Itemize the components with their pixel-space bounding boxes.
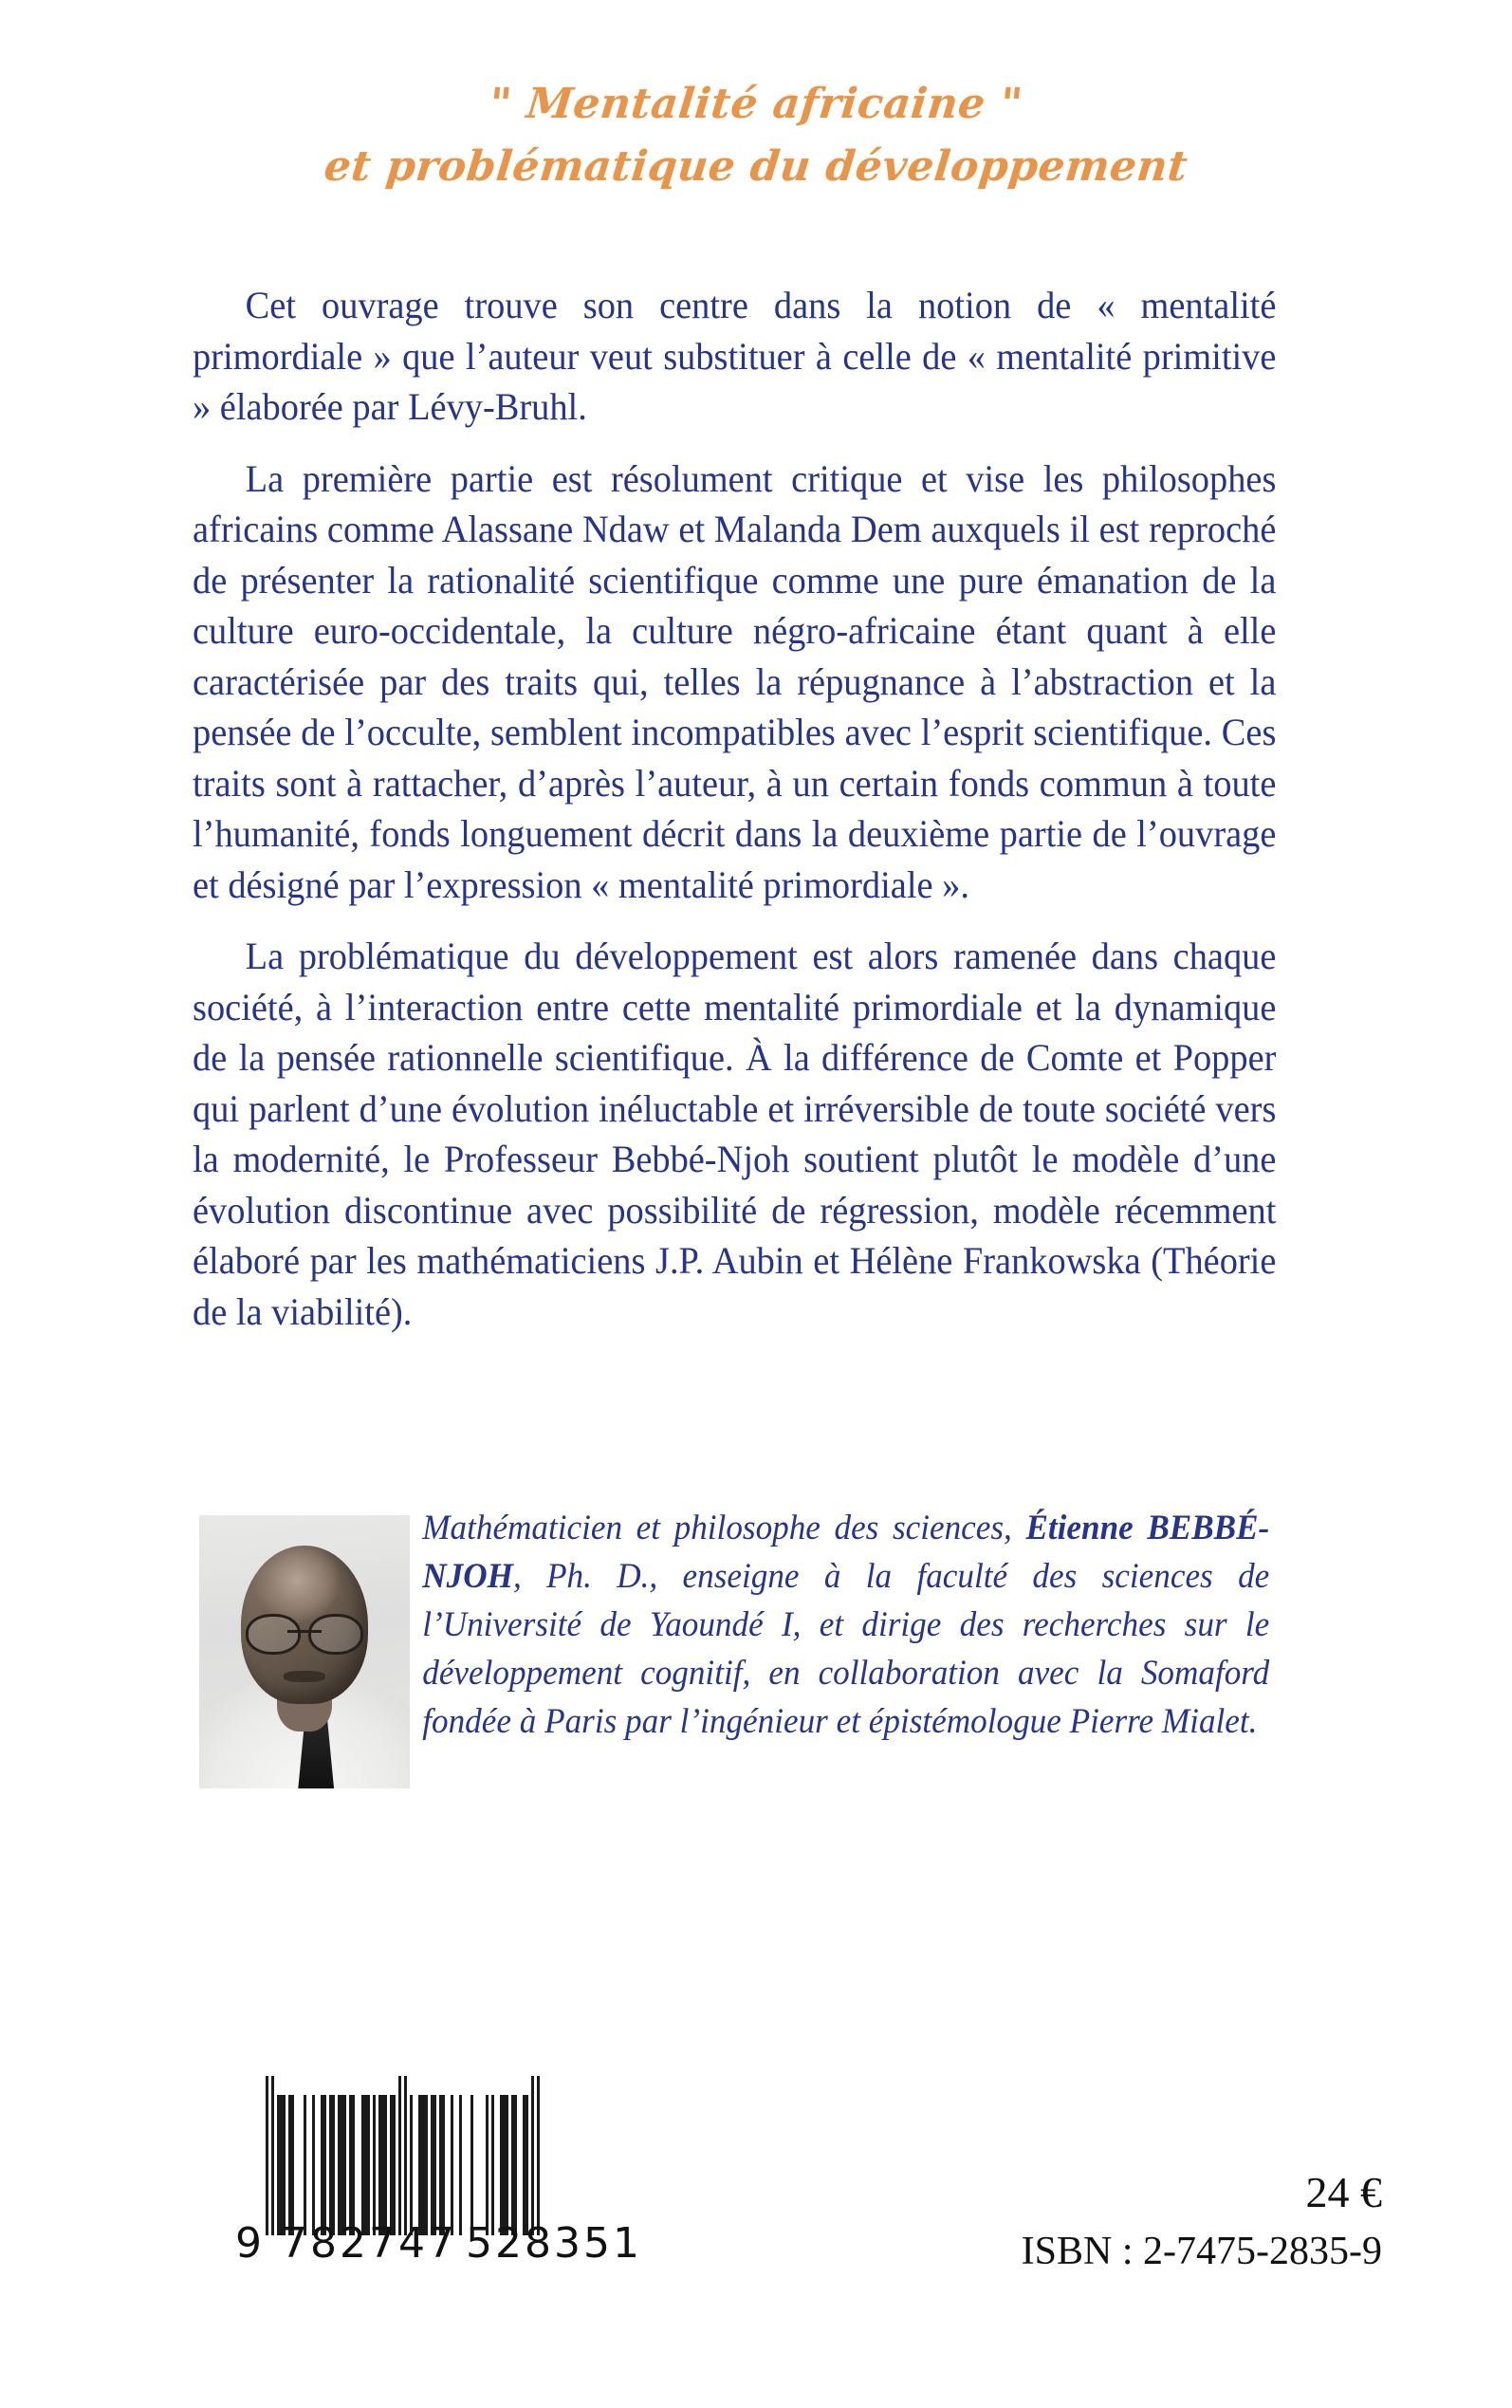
barcode-bar [378, 2095, 387, 2235]
blurb-text-block [193, 280, 1321, 1358]
blurb-paragraph: La problématique du développement est alors ramenée dans chaque société, à l’interaction entre cette mentalité primordiale et la dynamique de la pensée rationnelle scientifique. À la différence de Comte et Popper qui parlent d’une évolution inéluctable et irréversible de toute société vers la modernité, le Professeur Bebbé-Njoh soutient plutôt le modèle d’une évolution discontinue avec possibilité de régression, modèle récemment élaboré par les mathématiciens J.P. Aubin et Hélène Frankowska (Théorie de la viabilité). [193, 935, 1277, 1333]
book-title [0, 74, 1512, 199]
price-isbn-block [1022, 2165, 1382, 2279]
bio-text-intro: Mathématicien et philosophe des sciences, [422, 1509, 1026, 1547]
barcode-digits [235, 2219, 642, 2268]
author-name: Étienne BEBBÉ-NJOH [422, 1509, 1270, 1596]
barcode-bar [500, 2095, 508, 2235]
author-bio-text [193, 1504, 1269, 1746]
title-line-1: " Mentalité africaine " [487, 80, 1025, 128]
barcode-digits-right: 528351 [466, 2219, 642, 2268]
barcode-bar [361, 2095, 370, 2235]
title-line-2: et problématique du développement [322, 142, 1190, 191]
barcode-bar [473, 2095, 485, 2235]
barcode-bar [462, 2095, 470, 2235]
price-label: 24 € [1305, 2168, 1382, 2216]
ean13-barcode [235, 2095, 642, 2268]
barcode-digits-left: 782747 [281, 2219, 457, 2268]
barcode-bar [418, 2095, 427, 2235]
isbn-label: ISBN : 2-7475-2835-9 [1021, 2230, 1382, 2273]
barcode-digit-leading: 9 [235, 2219, 265, 2268]
barcode-bar [277, 2095, 286, 2235]
author-bio-block [193, 1504, 1326, 1794]
barcode-bar [338, 2095, 346, 2235]
bio-text-rest: , Ph. D., enseigne à la faculté des sciences de l’Université de Yaoundé I, et dirige des recherches sur le développement cognitif, en collaboration avec la Somaford fondée à Paris par l’ingénieur et épistémologue Pierre Mialet. [422, 1557, 1270, 1741]
blurb-paragraph: La première partie est résolument critique et vise les philosophes africains comme Alassane Ndaw et Malanda Dem auxquels il est reproché de présenter la rationalité scientifique comme une pure émanation de la culture euro-occidentale, la culture négro-africaine étant quant à elle caractérisée par des traits qui, telles la répugnance à l’abstraction et la pensée de l’occulte, semblent incompatibles avec l’esprit scientifique. Ces traits sont à rattacher, d’après l’auteur, à un certain fonds commun à toute l’humanité, fonds longuement décrit dans la deuxième partie de l’ouvrage et désigné par l’expression « mentalité primordiale ». [193, 456, 1277, 906]
barcode-bar [294, 2095, 303, 2235]
barcode-bar [537, 2076, 540, 2235]
blurb-paragraph: Cet ouvrage trouve son centre dans la notion de « mentalité primordiale » que l’auteur veut substituer à celle de « mentalité primitive » élaborée par Lévy-Bruhl. [193, 284, 1277, 428]
barcode-bars [266, 2095, 624, 2235]
